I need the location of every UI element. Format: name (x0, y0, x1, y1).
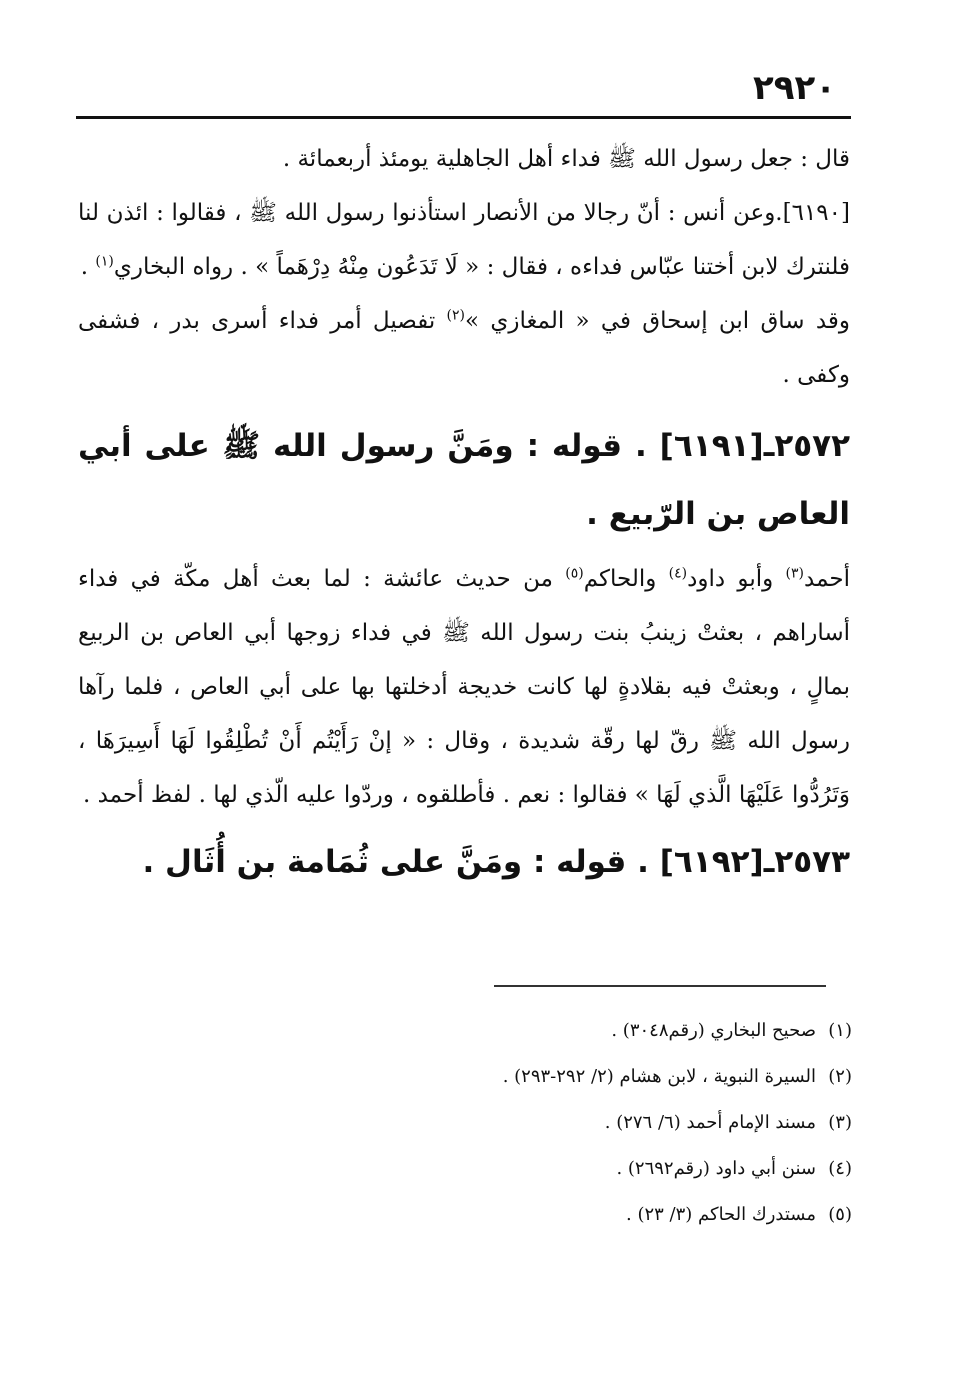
footnote-number: (١) (828, 1020, 852, 1041)
footnote-3 (300, 1100, 852, 1146)
paragraph-4-text-b: وأبو داود (687, 566, 786, 592)
footnote-text: سنن أبي داود (رقم٢٦٩٢) . (616, 1158, 816, 1179)
footnotes (300, 1008, 852, 1238)
footnote-number: (٣) (828, 1112, 852, 1133)
footnote-ref-3: (٣) (785, 565, 805, 582)
section-heading-2573: ٢٥٧٣ـ[٦١٩٢] . قوله : ومَنَّ على ثُمَامة بن أُثَال . (142, 844, 850, 880)
footnote-ref-5: (٥) (565, 565, 584, 582)
paragraph-3-text-a: وقد ساق ابن إسحاق في « المغازي » (465, 308, 851, 334)
paragraph-2-text: [٦١٩٠].وعن أنس : أنّ رجالا من الأنصار استأذنوا رسول الله ﷺ ، فقالوا : ائذن لنا فلنترك لابن أختنا عبّاس فداءه ، فقال : « لَا تَدَعُون مِنْهُ دِرْهَماً » . رواه البخاري (78, 200, 850, 280)
footnote-rule (494, 985, 826, 987)
paragraph-4 (78, 552, 850, 822)
footnote-text: صحيح البخاري (رقم٣٠٤٨) . (611, 1020, 816, 1041)
footnote-5 (300, 1192, 852, 1238)
footnote-number: (٢) (828, 1066, 852, 1087)
paragraph-2-end: . (80, 254, 96, 280)
paragraph-1: قال : جعل رسول الله ﷺ فداء أهل الجاهلية يومئذ أربعمائة . (282, 146, 850, 172)
footnote-2 (300, 1054, 852, 1100)
footnote-text: السيرة النبوية ، لابن هشام (٢/ ٢٩٢-٢٩٣) . (502, 1066, 816, 1087)
paragraph-3 (78, 294, 850, 402)
page-number: ٢٩٢٠ (752, 68, 836, 108)
header-rule (76, 116, 851, 119)
footnote-text: مستدرك الحاكم (٣/ ٢٣) . (626, 1204, 816, 1225)
paragraph-4-text-d: من حديث عائشة : لما بعث أهل مكّة في فداء أساراهم ، بعثتْ زينبُ بنت رسول الله ﷺ في فداء زوجها أبي العاص بن الربيع بمالٍ ، وبعثتْ فيه بقلادةٍ لها كانت خديجة أدخلتها بها على أبي العاص ، فلما رآها رسول الله ﷺ رقّ لها رقّة شديدة ، وقال : « إنْ رَأَيْتُم أَنْ تُطْلِقُوا لَهَا أَسِيرَهَا ، وَتَرُدُّوا عَلَيْهَا الَّذي لَهَا » فقالوا : نعم . فأطلقوه ، وردّوا عليه الّذي لها . لفظ أحمد . (78, 566, 850, 808)
footnote-ref-1: (١) (95, 253, 114, 270)
footnote-1 (300, 1008, 852, 1054)
paragraph-4-text-c: والحاكم (583, 566, 669, 592)
footnote-text: مسند الإمام أحمد (٦/ ٢٧٦) . (604, 1112, 816, 1133)
paragraph-2 (78, 186, 850, 294)
footnote-4 (300, 1146, 852, 1192)
footnote-number: (٤) (828, 1158, 852, 1179)
section-heading-2572: ٢٥٧٢ـ[٦١٩١] . قوله : ومَنَّ رسول الله ﷺ على أبي العاص بن الرّبيع . (78, 428, 850, 532)
footnote-number: (٥) (828, 1204, 852, 1225)
footnote-ref-2: (٢) (446, 307, 465, 324)
paragraph-4-text-a: أحمد (804, 566, 850, 592)
paragraph-3-text-b: تفصيل أمر فداء أسرى بدر ، فشفى وكفى . (78, 308, 850, 388)
footnote-ref-4: (٤) (668, 565, 688, 582)
main-text (78, 132, 850, 900)
